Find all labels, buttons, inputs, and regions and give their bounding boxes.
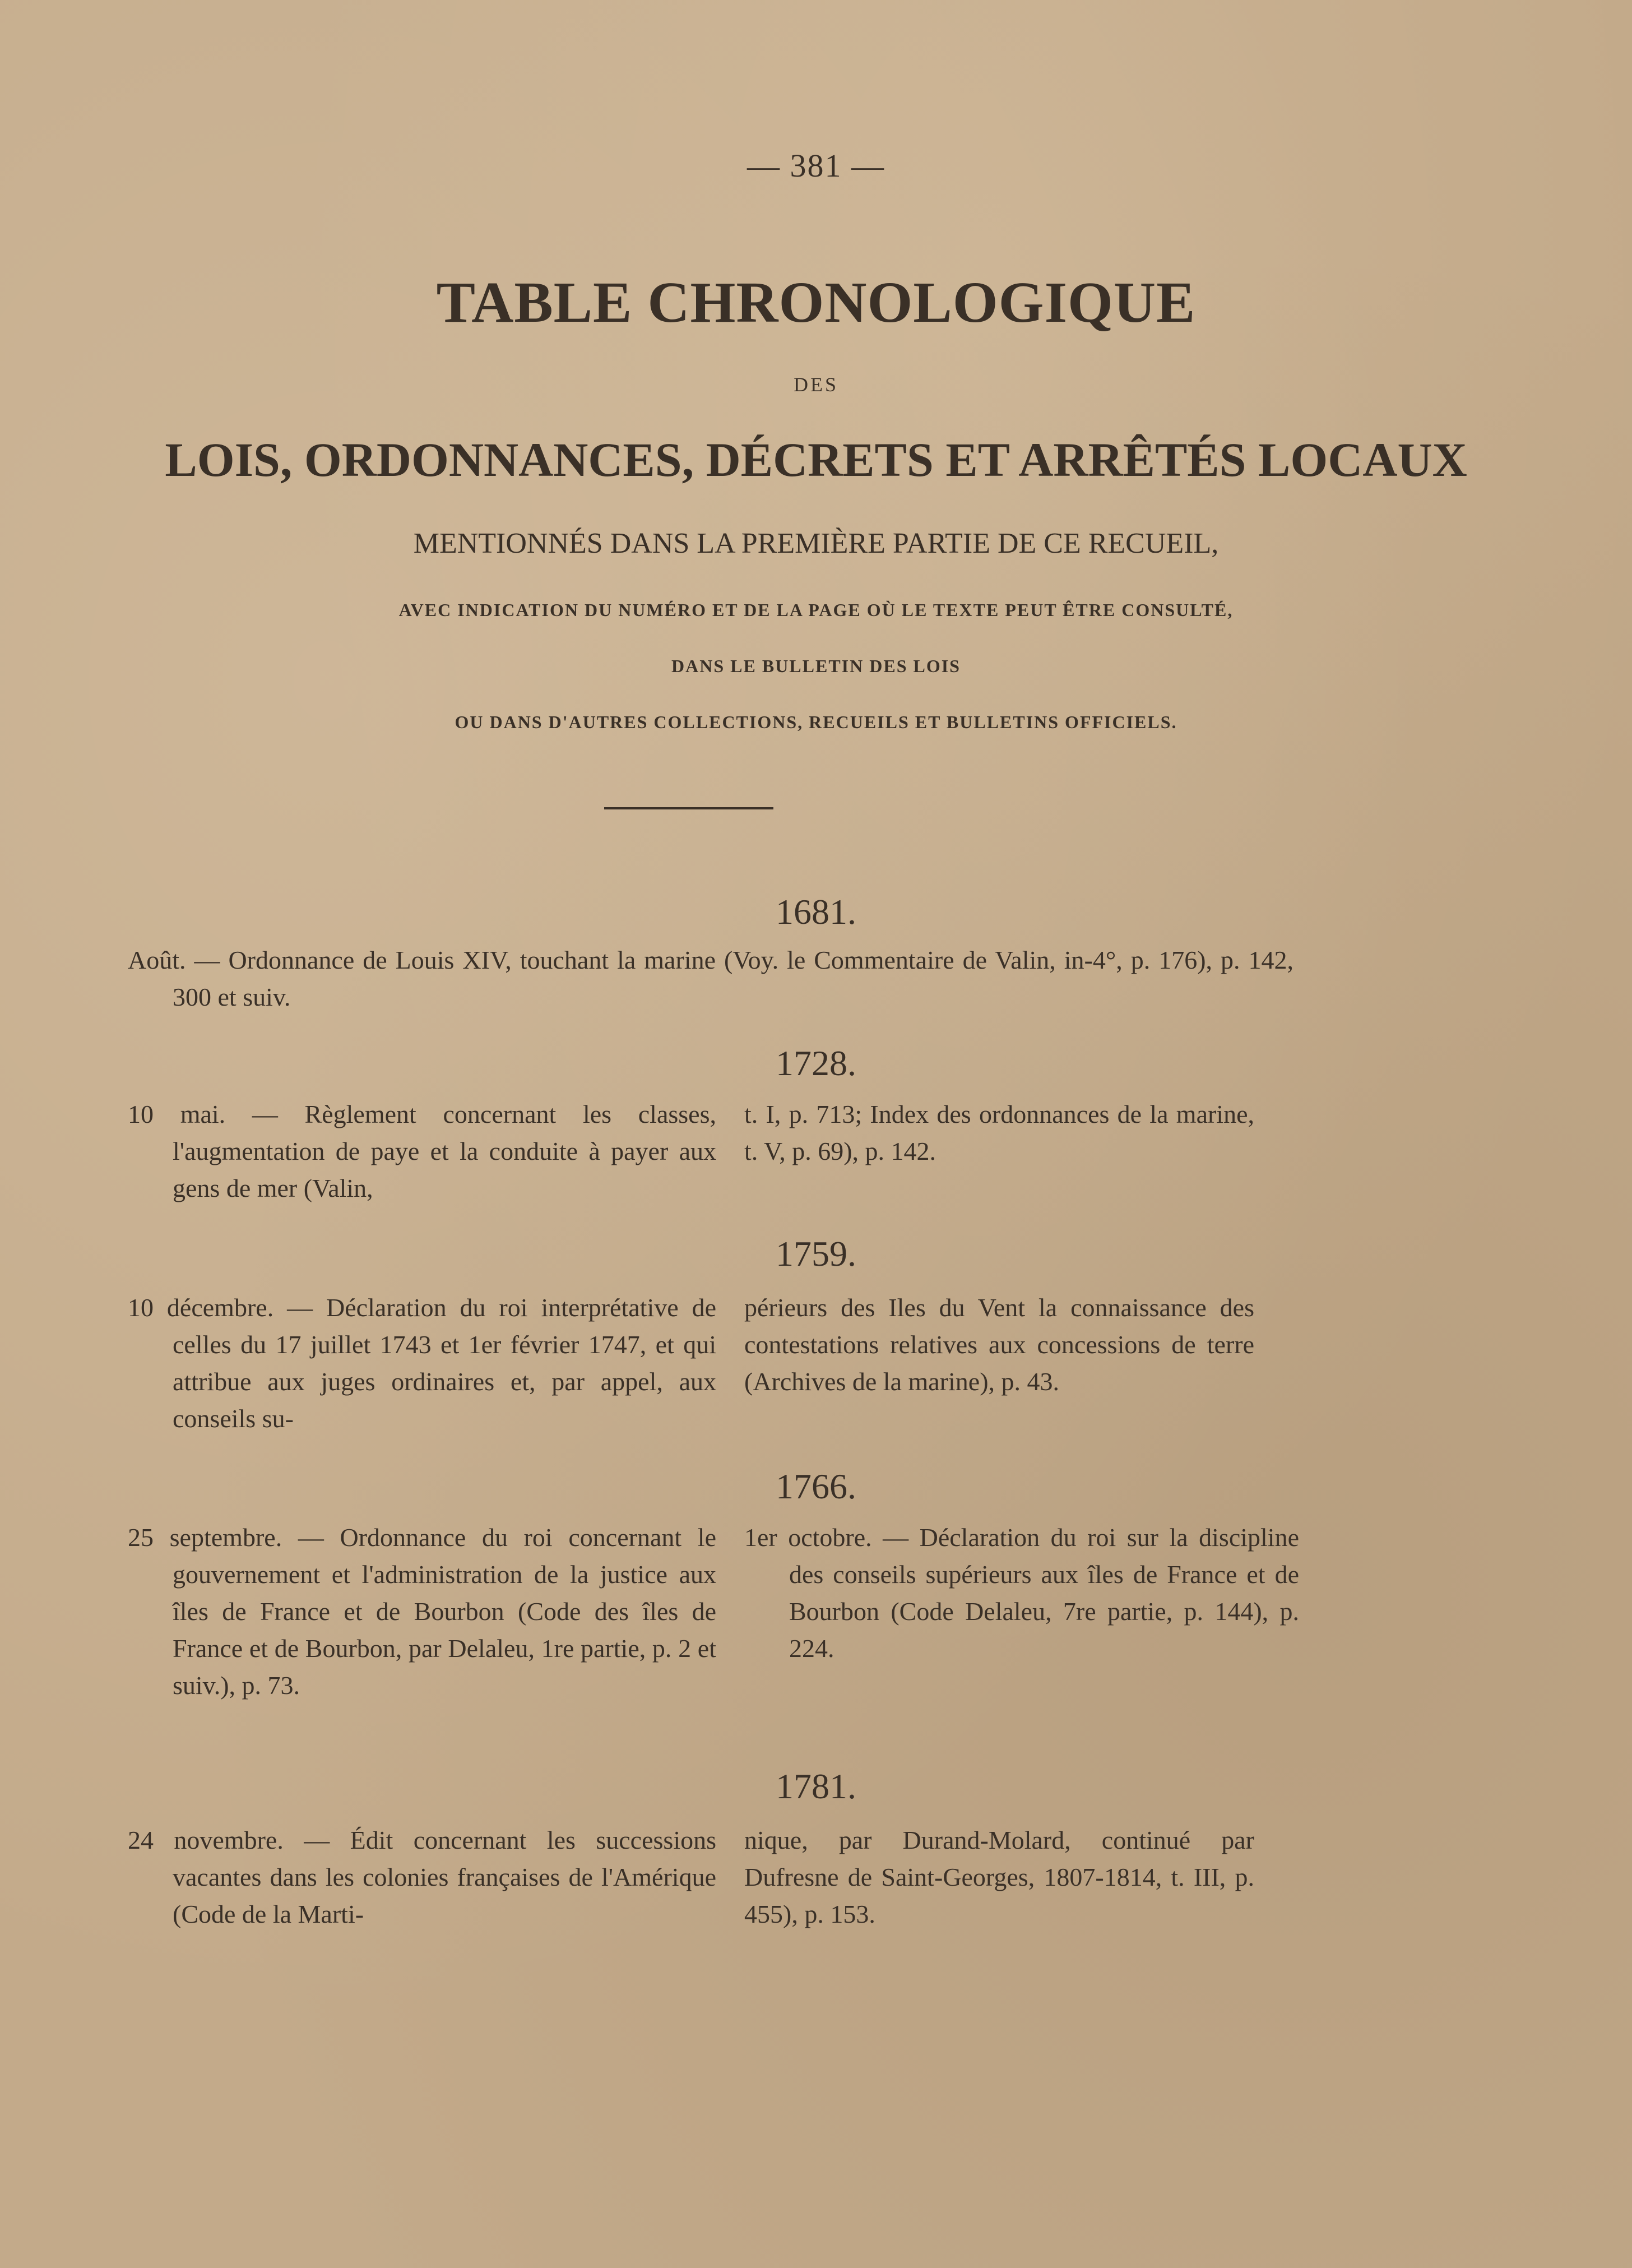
entry-1781-left: 24 novembre. — Édit concernant les successions vacantes dans les colonies françaises de l'Amérique (Code de la Marti- (128, 1826, 716, 1928)
title-divider (604, 807, 773, 809)
year-heading-1781: 1781. (776, 1766, 856, 1806)
entry-1759-left: 10 décembre. — Déclaration du roi interprétative de celles du 17 juillet 1743 et 1er février 1747, et qui attribue aux juges ordinaires et, par appel, aux conseils su- (128, 1293, 716, 1433)
title-connector: DES (793, 373, 838, 396)
year-heading-1728: 1728. (776, 1043, 856, 1083)
year-heading-1759: 1759. (776, 1234, 856, 1274)
entry-1681: Août. — Ordonnance de Louis XIV, touchant la marine (Voy. le Commentaire de Valin, in-4°, p. 176), p. 142, 300 et suiv. (128, 946, 1293, 1011)
page-title: TABLE CHRONOLOGIQUE (436, 270, 1196, 335)
entry-1759-right: périeurs des Iles du Vent la connaissance des contestations relatives aux concessions de terre (Archives de la marine), p. 43. (744, 1293, 1254, 1396)
page-number: — 381 — (747, 147, 885, 184)
subtitle-line-bulletin: DANS LE BULLETIN DES LOIS (671, 656, 961, 676)
entry-1781-right: nique, par Durand-Molard, continué par Dufresne de Saint-Georges, 1807-1814, t. III, p. 455), p. 153. (744, 1826, 1254, 1928)
entry-1766-right: 1er octobre. — Déclaration du roi sur la discipline des conseils supérieurs aux îles de France et de Bourbon (Code Delaleu, 7re partie, p. 144), p. 224. (744, 1523, 1299, 1663)
subtitle-line-autres: OU DANS D'AUTRES COLLECTIONS, RECUEILS ET BULLETINS OFFICIELS. (455, 712, 1177, 732)
year-heading-1766: 1766. (776, 1466, 856, 1506)
year-heading-1681: 1681. (776, 892, 856, 932)
entry-1728-right: t. I, p. 713; Index des ordonnances de la marine, t. V, p. 69), p. 142. (744, 1100, 1254, 1165)
page-subtitle: LOIS, ORDONNANCES, DÉCRETS ET ARRÊTÉS LOCAUX (165, 433, 1467, 487)
entry-1766-left: 25 septembre. — Ordonnance du roi concernant le gouvernement et l'administration de la justice aux îles de France et de Bourbon (Code des îles de France et de Bourbon, par Delaleu, 1re partie, p. 2 et suiv.), p. 73. (128, 1523, 716, 1700)
subtitle-line-mentionnes: MENTIONNÉS DANS LA PREMIÈRE PARTIE DE CE RECUEIL, (413, 527, 1219, 559)
subtitle-line-avec: AVEC INDICATION DU NUMÉRO ET DE LA PAGE OÙ LE TEXTE PEUT ÊTRE CONSULTÉ, (398, 600, 1234, 620)
entry-1728-left: 10 mai. — Règlement concernant les classes, l'augmentation de paye et la conduite à payer aux gens de mer (Valin, (128, 1100, 716, 1202)
